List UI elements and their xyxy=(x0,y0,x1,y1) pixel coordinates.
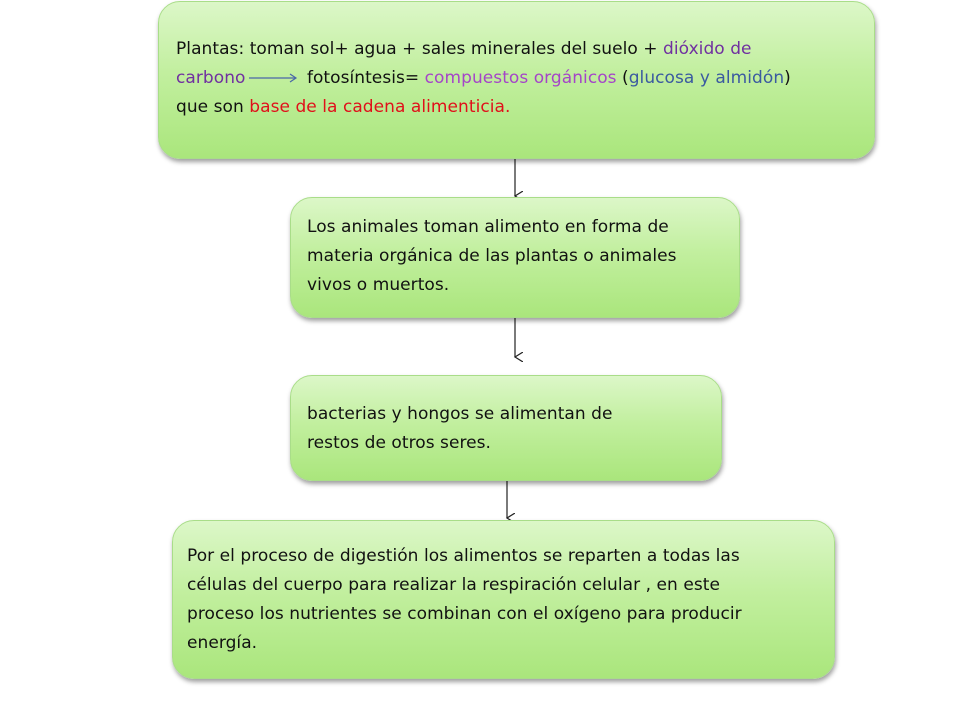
glucosa-text: glucosa y almidón xyxy=(628,68,785,88)
animales-line-1: Los animales toman alimento en forma de xyxy=(307,217,669,237)
bacterias-line-2: restos de otros seres. xyxy=(307,433,492,453)
dioxido-text: dióxido de xyxy=(663,39,752,59)
compuestos-text: compuestos orgánicos xyxy=(424,68,617,88)
base-cadena-text: base de la cadena alimenticia. xyxy=(249,97,511,117)
right-arrow-icon xyxy=(249,72,299,84)
animales-line-2: materia orgánica de las plantas o animales xyxy=(307,246,677,266)
paren-close-text: ) xyxy=(784,68,791,88)
digestion-line-2: células del cuerpo para realizar la respiración celular , en este xyxy=(187,575,720,595)
digestion-box xyxy=(172,520,835,679)
carbono-text: carbono xyxy=(176,68,246,88)
plantas-box xyxy=(158,1,875,159)
plantas-intro-text: Plantas: toman sol+ agua + sales minerales del suelo + xyxy=(176,39,664,59)
que-son-text: que son xyxy=(176,97,250,117)
fotosintesis-text: fotosíntesis= xyxy=(301,68,425,88)
animales-box xyxy=(290,197,740,318)
animales-line-3: vivos o muertos. xyxy=(307,275,450,295)
bacterias-line-1: bacterias y hongos se alimentan de xyxy=(307,404,613,424)
digestion-line-4: energía. xyxy=(187,633,258,653)
digestion-line-3: proceso los nutrientes se combinan con el oxígeno para producir xyxy=(187,604,742,624)
paren-open-text: ( xyxy=(616,68,629,88)
plantas-line-1 xyxy=(176,35,858,64)
bacterias-box xyxy=(290,375,722,481)
plantas-line-3 xyxy=(176,93,858,122)
plantas-line-2 xyxy=(176,64,858,93)
digestion-line-1: Por el proceso de digestión los alimentos se reparten a todas las xyxy=(187,546,740,566)
